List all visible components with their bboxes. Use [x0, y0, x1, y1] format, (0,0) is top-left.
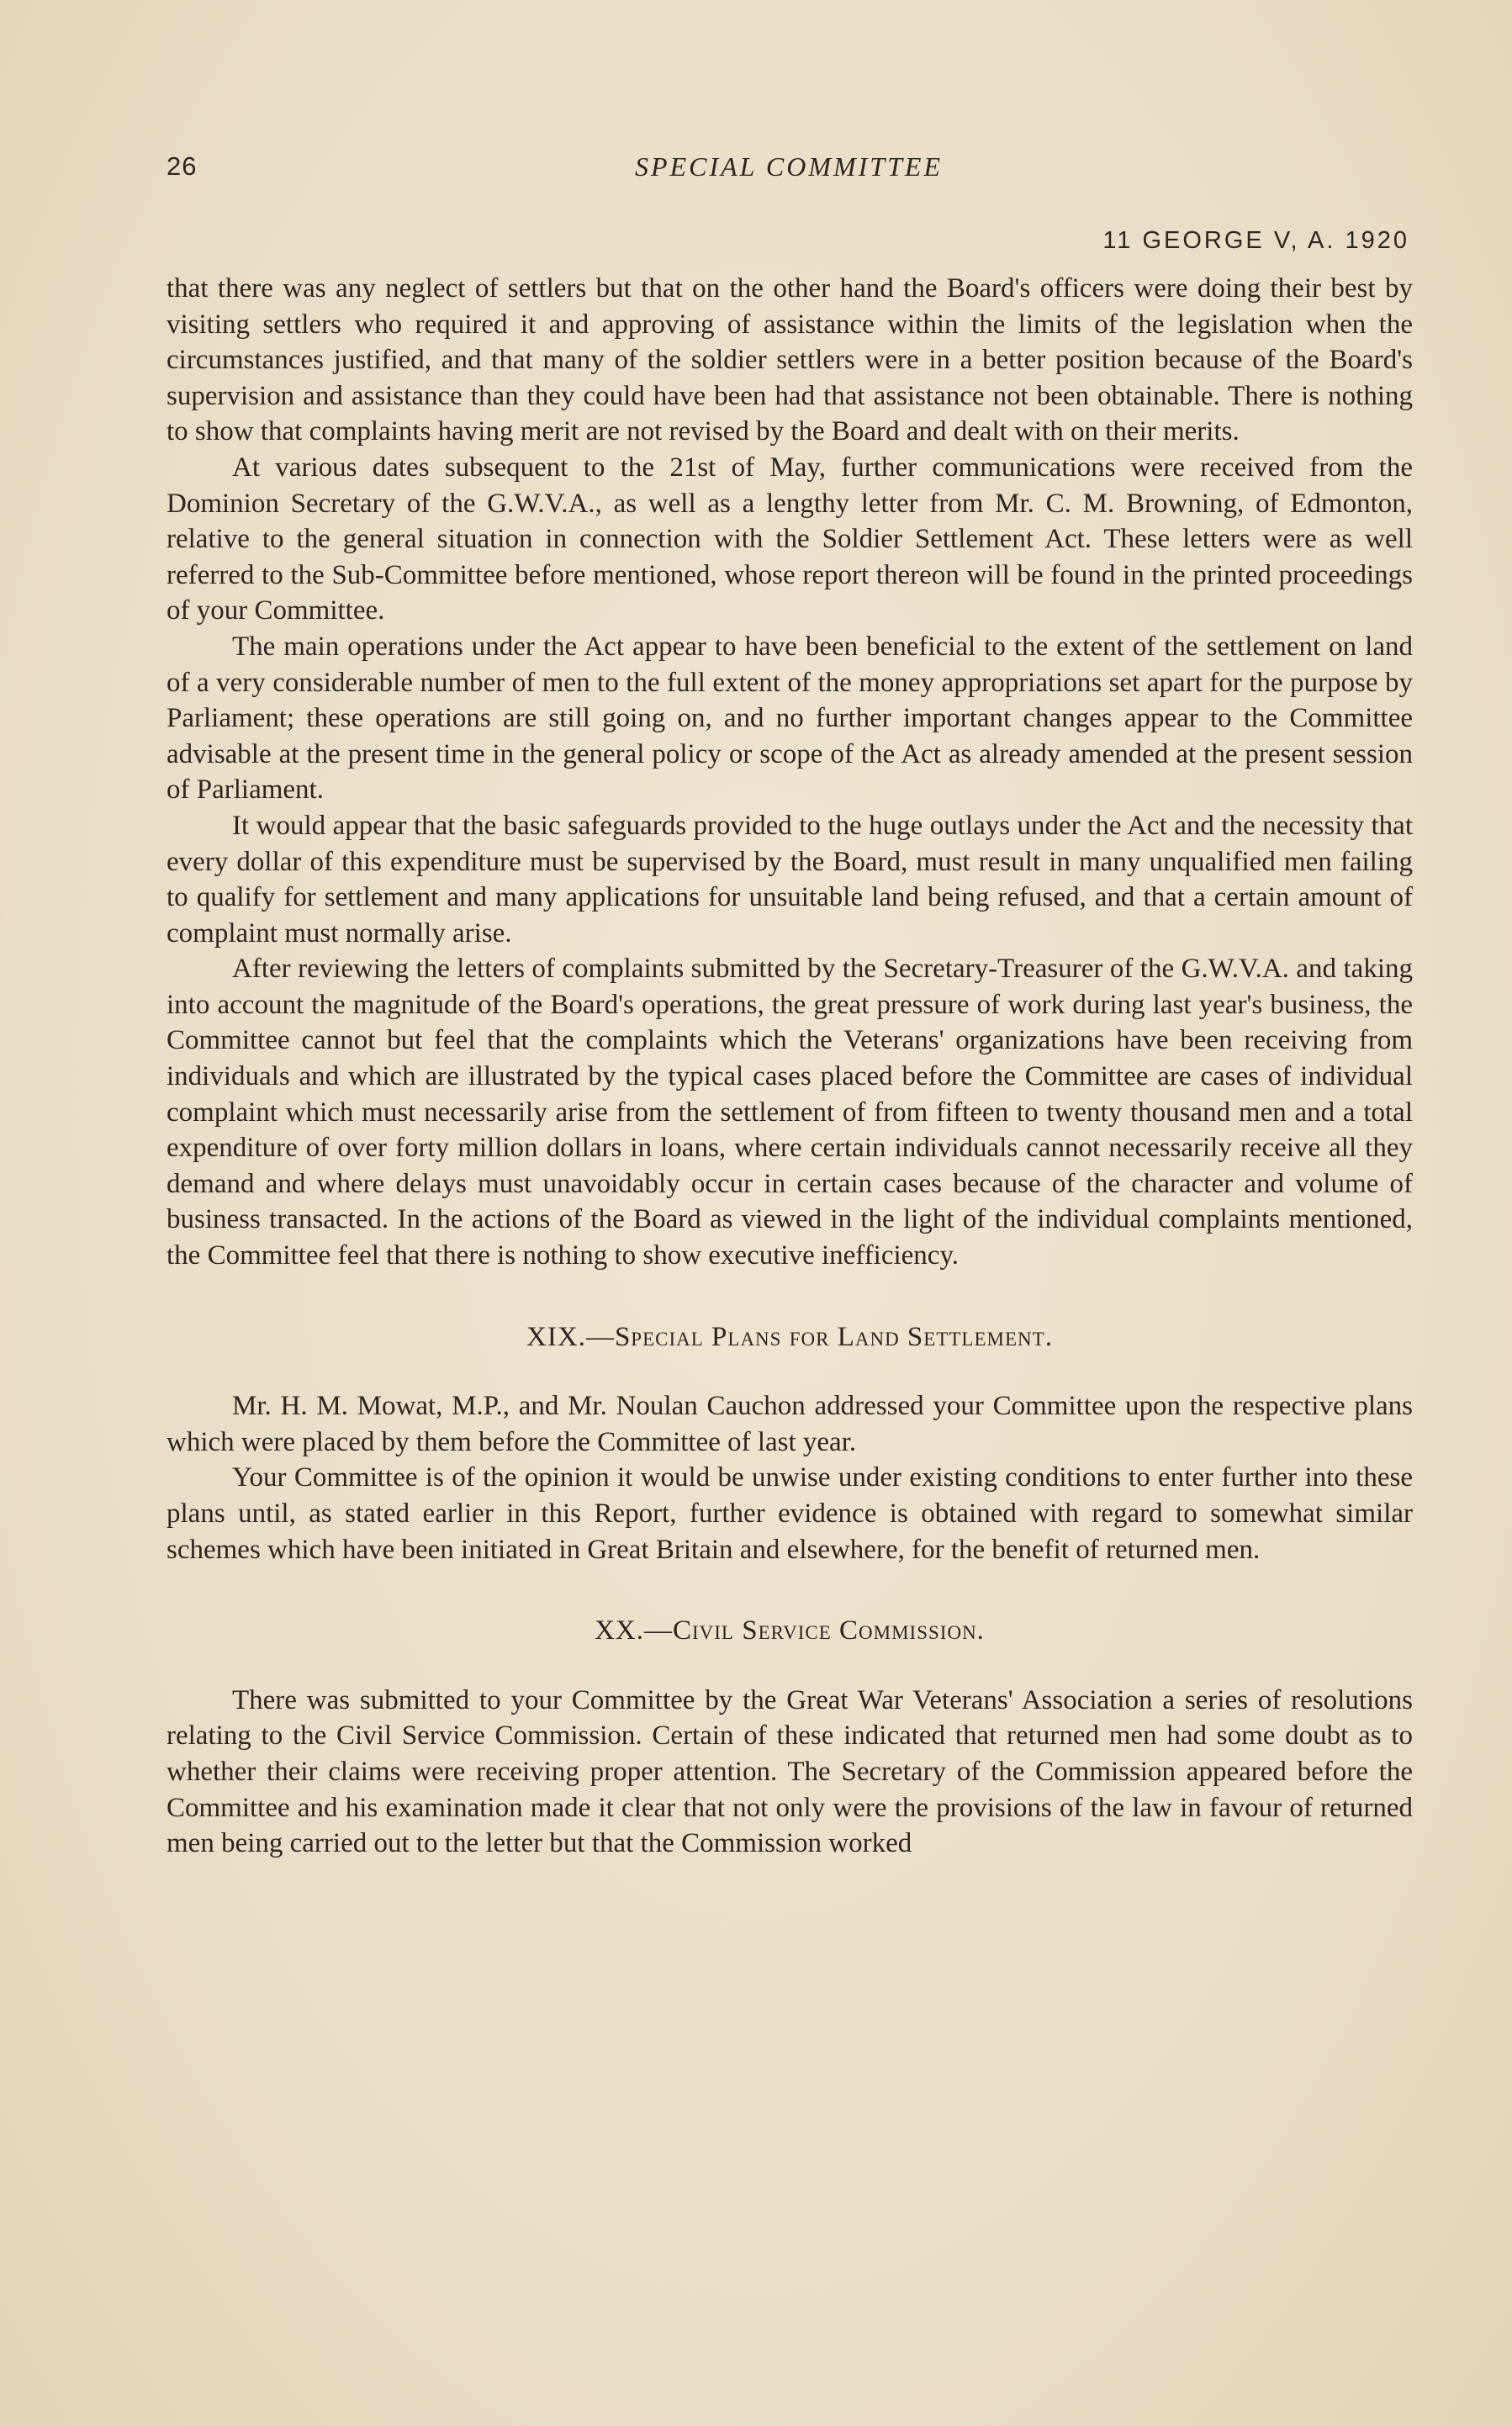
- section-heading-xx: [167, 1613, 1413, 1649]
- paragraph: It would appear that the basic safeguards provided to the huge outlays under the Act and the necessity that every dollar of this expenditure must be supervised by the Board, must result in many unqualified men failing to qualify for settlement and many applications for unsuitable land being refused, and that a certain amount of complaint must normally arise.: [167, 810, 1413, 949]
- section-title: —Special Plans for Land Settlement.: [585, 1321, 1053, 1352]
- section-heading-xix: [167, 1319, 1413, 1356]
- page-header: [167, 151, 1411, 193]
- paragraph: At various dates subsequent to the 21st of May, further communications were received from the Dominion Secretary of the G.W.V.A., as well as a lengthy letter from Mr. C. M. Browning, of Edmonton, relative to the general situation in connection with the Soldier Settlement Act. These letters were as well referred to the Sub-Committee before mentioned, whose report thereon will be found in the printed proceedings of your Committee.: [167, 452, 1413, 626]
- paragraph: After reviewing the letters of complaints submitted by the Secretary-Treasurer of the G.W.V.A. and taking into account the magnitude of the Board's operations, the great pressure of work during last year's business, the Committee cannot but feel that the complaints which the Veterans' organizations have been receiving from individuals and which are illustrated by the typical cases placed before the Committee are cases of individual complaint which must necessarily arise from the settlement of from fifteen to twenty thousand men and a total expenditure of over forty million dollars in loans, where certain individuals cannot necessarily receive all they demand and where delays must unavoidably occur in certain cases because of the character and volume of business transacted. In the actions of the Board as viewed in the light of the individual complaints mentioned, the Committee feel that there is nothing to show executive inefficiency.: [167, 954, 1413, 1271]
- section-numeral: XX.: [595, 1615, 644, 1646]
- running-title: SPECIAL COMMITTEE: [635, 151, 943, 182]
- paragraph: The main operations under the Act appear to have been beneficial to the extent of the settlement on land of a very considerable number of men to the full extent of the money appropriations set apart for the purpose by Parliament; these operations are still going on, and no further important changes appear to the Committee advisable at the present time in the general policy or scope of the Act as already amended at the present session of Parliament.: [167, 631, 1413, 806]
- paragraph: There was submitted to your Committee by the Great War Veterans' Association a series of resolutions relating to the Civil Service Commission. Certain of these indicated that returned men had some doubt as to whether their claims were receiving proper attention. The Secretary of the Commission appeared before the Committee and his examination made it clear that not only were the provisions of the law in favour of returned men being carried out to the letter but that the Commission worked: [167, 1684, 1413, 1859]
- body-text: [167, 271, 1413, 1862]
- section-title: —Civil Service Commission.: [643, 1615, 985, 1646]
- session-line: 11 GEORGE V, A. 1920: [1102, 227, 1409, 254]
- paragraph: Mr. H. M. Mowat, M.P., and Mr. Noulan Cauchon addressed your Committee upon the respective plans which were placed by them before the Committee of last year.: [167, 1391, 1413, 1457]
- paragraph: Your Committee is of the opinion it would be unwise under existing conditions to enter further into these plans until, as stated earlier in this Report, further evidence is obtained with regard to somewhat similar schemes which have been initiated in Great Britain and elsewhere, for the benefit of returned men.: [167, 1462, 1413, 1565]
- section-numeral: XIX.: [526, 1321, 586, 1352]
- page-number: 26: [167, 151, 198, 181]
- paragraph: that there was any neglect of settlers but that on the other hand the Board's officers were doing their best by visiting settlers who required it and approving of assistance within the limits of the legislation when the circumstances justified, and that many of the soldier settlers were in a better position because of the Board's supervision and assistance than they could have been had that assistance not been obtainable. There is nothing to show that complaints having merit are not revised by the Board and dealt with on their merits.: [167, 273, 1413, 447]
